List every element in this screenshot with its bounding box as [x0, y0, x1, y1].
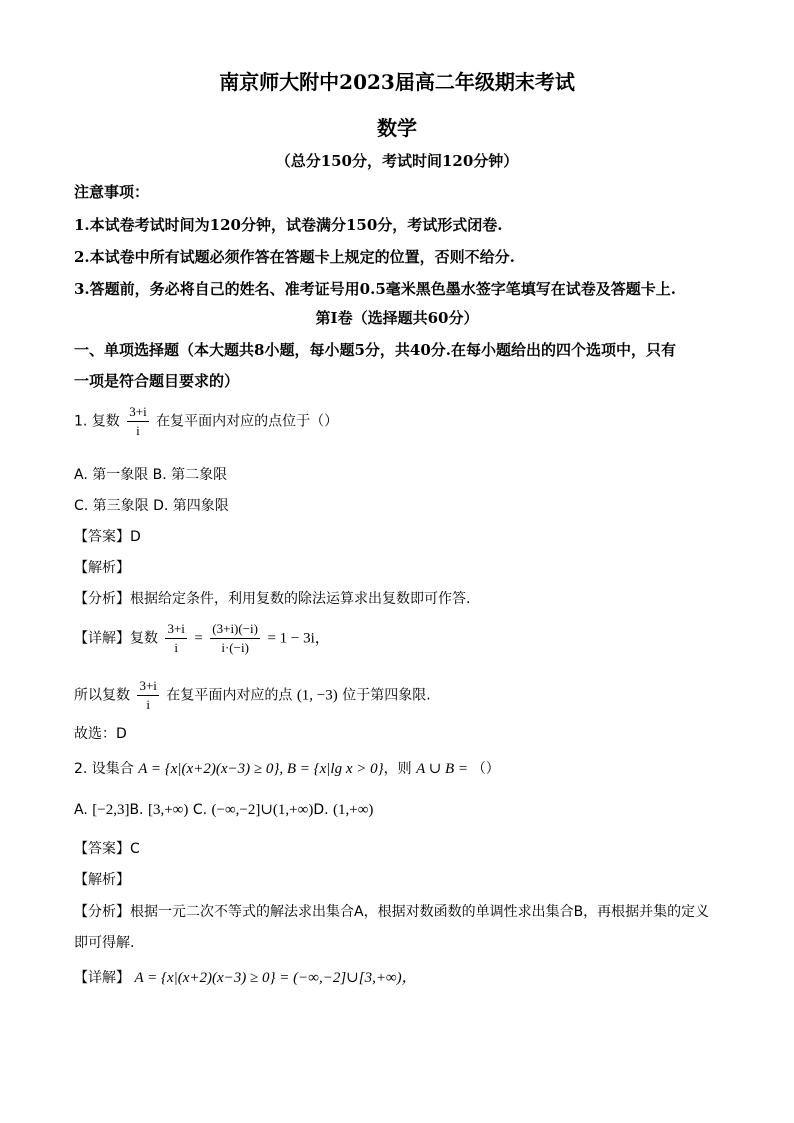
q1-conclusion: [74, 677, 431, 714]
q1-conclusion-frac-num: 3+i: [137, 677, 158, 696]
q1-conclusion-end: 位于第四象限.: [342, 687, 431, 704]
part-heading-line-2: 一项是符合题目要求的）: [74, 372, 240, 390]
q2-detail-equation: A = {x|(x+2)(x−3) ≥ 0} = (−∞,−2]∪[3,+∞)，: [134, 970, 417, 986]
notes-heading: 注意事项：: [74, 183, 150, 201]
q1-detail-fraction-1: [165, 620, 186, 657]
q1-detail-frac2-den: i·(−i): [221, 640, 249, 655]
q1-options-line-2: C. 第三象限 D. 第四象限: [74, 498, 229, 514]
q2-option-d: (1,+∞): [333, 802, 374, 818]
q2-options: [74, 800, 373, 819]
q2-detail-label: 【详解】: [74, 970, 130, 986]
q1-detail-label: 【详解】复数: [74, 630, 158, 647]
q1-fraction-numerator: 3+i: [127, 403, 148, 422]
q2-tail: （）: [471, 761, 500, 777]
q2-option-d-label: D.: [313, 802, 329, 818]
q2-set-a: A = {x|(x+2)(x−3) ≥ 0}: [138, 761, 280, 777]
q2-option-a: [−2,3]: [92, 802, 130, 818]
q2-analysis-label: 【解析】: [74, 872, 130, 888]
q1-fraction-denominator: i: [136, 423, 140, 438]
q1-conclusion-suffix: 在复平面内对应的点: [166, 687, 293, 704]
q1-detail: [74, 620, 330, 657]
q1-fenxi: 【分析】根据给定条件，利用复数的除法运算求出复数即可作答.: [74, 591, 471, 607]
q1-equals-sign: =: [194, 630, 203, 647]
q1-options-line-1: A. 第一象限 B. 第二象限: [74, 467, 228, 483]
q1-prefix: 1. 复数: [74, 413, 120, 430]
q1-point: (1, −3): [296, 687, 338, 704]
subject-title: 数学: [377, 116, 417, 140]
total-score-note: （总分150分，考试时间120分钟）: [275, 152, 519, 170]
q1-conclusion-prefix: 所以复数: [74, 687, 130, 704]
q2-fenxi-line-1: 【分析】根据一元二次不等式的解法求出集合A，根据对数函数的单调性求出集合B，再根据并集的定义: [74, 904, 710, 920]
q1-stem: [74, 403, 338, 440]
q2-suffix: ，则: [383, 761, 412, 777]
q1-analysis-label: 【解析】: [74, 560, 130, 576]
q1-answer: 【答案】D: [74, 529, 141, 545]
q1-detail-result: = 1 − 3i，: [267, 630, 330, 647]
q2-option-c-label: C.: [192, 802, 208, 818]
q1-suffix: 在复平面内对应的点位于（）: [156, 413, 339, 430]
part-heading-line-1: 一、单项选择题（本大题共8小题，每小题5分，共40分.在每小题给出的四个选项中，只有: [74, 341, 676, 359]
q1-conclusion-frac-den: i: [146, 697, 150, 712]
q2-option-b: [3,+∞): [147, 802, 189, 818]
note-item-2: 2.本试卷中所有试题必须作答在答题卡上规定的位置，否则不给分.: [74, 248, 515, 266]
q2-fenxi-line-2: 即可得解.: [74, 935, 135, 951]
exam-title: 南京师大附中2023届高二年级期末考试: [219, 70, 575, 94]
q2-detail: [74, 966, 417, 987]
q2-prefix: 2. 设集合: [74, 761, 134, 777]
q2-option-c: (−∞,−2]∪(1,+∞): [211, 802, 314, 818]
q1-conclusion-fraction: [137, 677, 158, 714]
q2-union: A ∪ B =: [416, 761, 472, 777]
note-item-3: 3.答题前，务必将自己的姓名、准考证号用0.5毫米黑色墨水签字笔填写在试卷及答题卡上.: [74, 280, 676, 298]
q1-detail-frac1-den: i: [174, 640, 178, 655]
note-item-1: 1.本试卷考试时间为120分钟，试卷满分150分，考试形式闭卷.: [74, 216, 503, 234]
q1-detail-frac1-num: 3+i: [165, 620, 186, 639]
q1-detail-frac2-num: (3+i)(−i): [210, 620, 260, 639]
q1-choice: 故选：D: [74, 726, 127, 742]
q1-detail-fraction-2: [210, 620, 260, 657]
q2-option-b-label: B.: [129, 802, 144, 818]
section-title: 第Ⅰ卷（选择题共60分）: [315, 309, 479, 327]
q2-set-b: , B = {x|lg x > 0}: [279, 761, 384, 777]
q2-answer: 【答案】C: [74, 841, 140, 857]
q1-fraction: [127, 403, 148, 440]
q2-stem: [74, 758, 500, 778]
q2-option-a-label: A.: [74, 802, 88, 818]
